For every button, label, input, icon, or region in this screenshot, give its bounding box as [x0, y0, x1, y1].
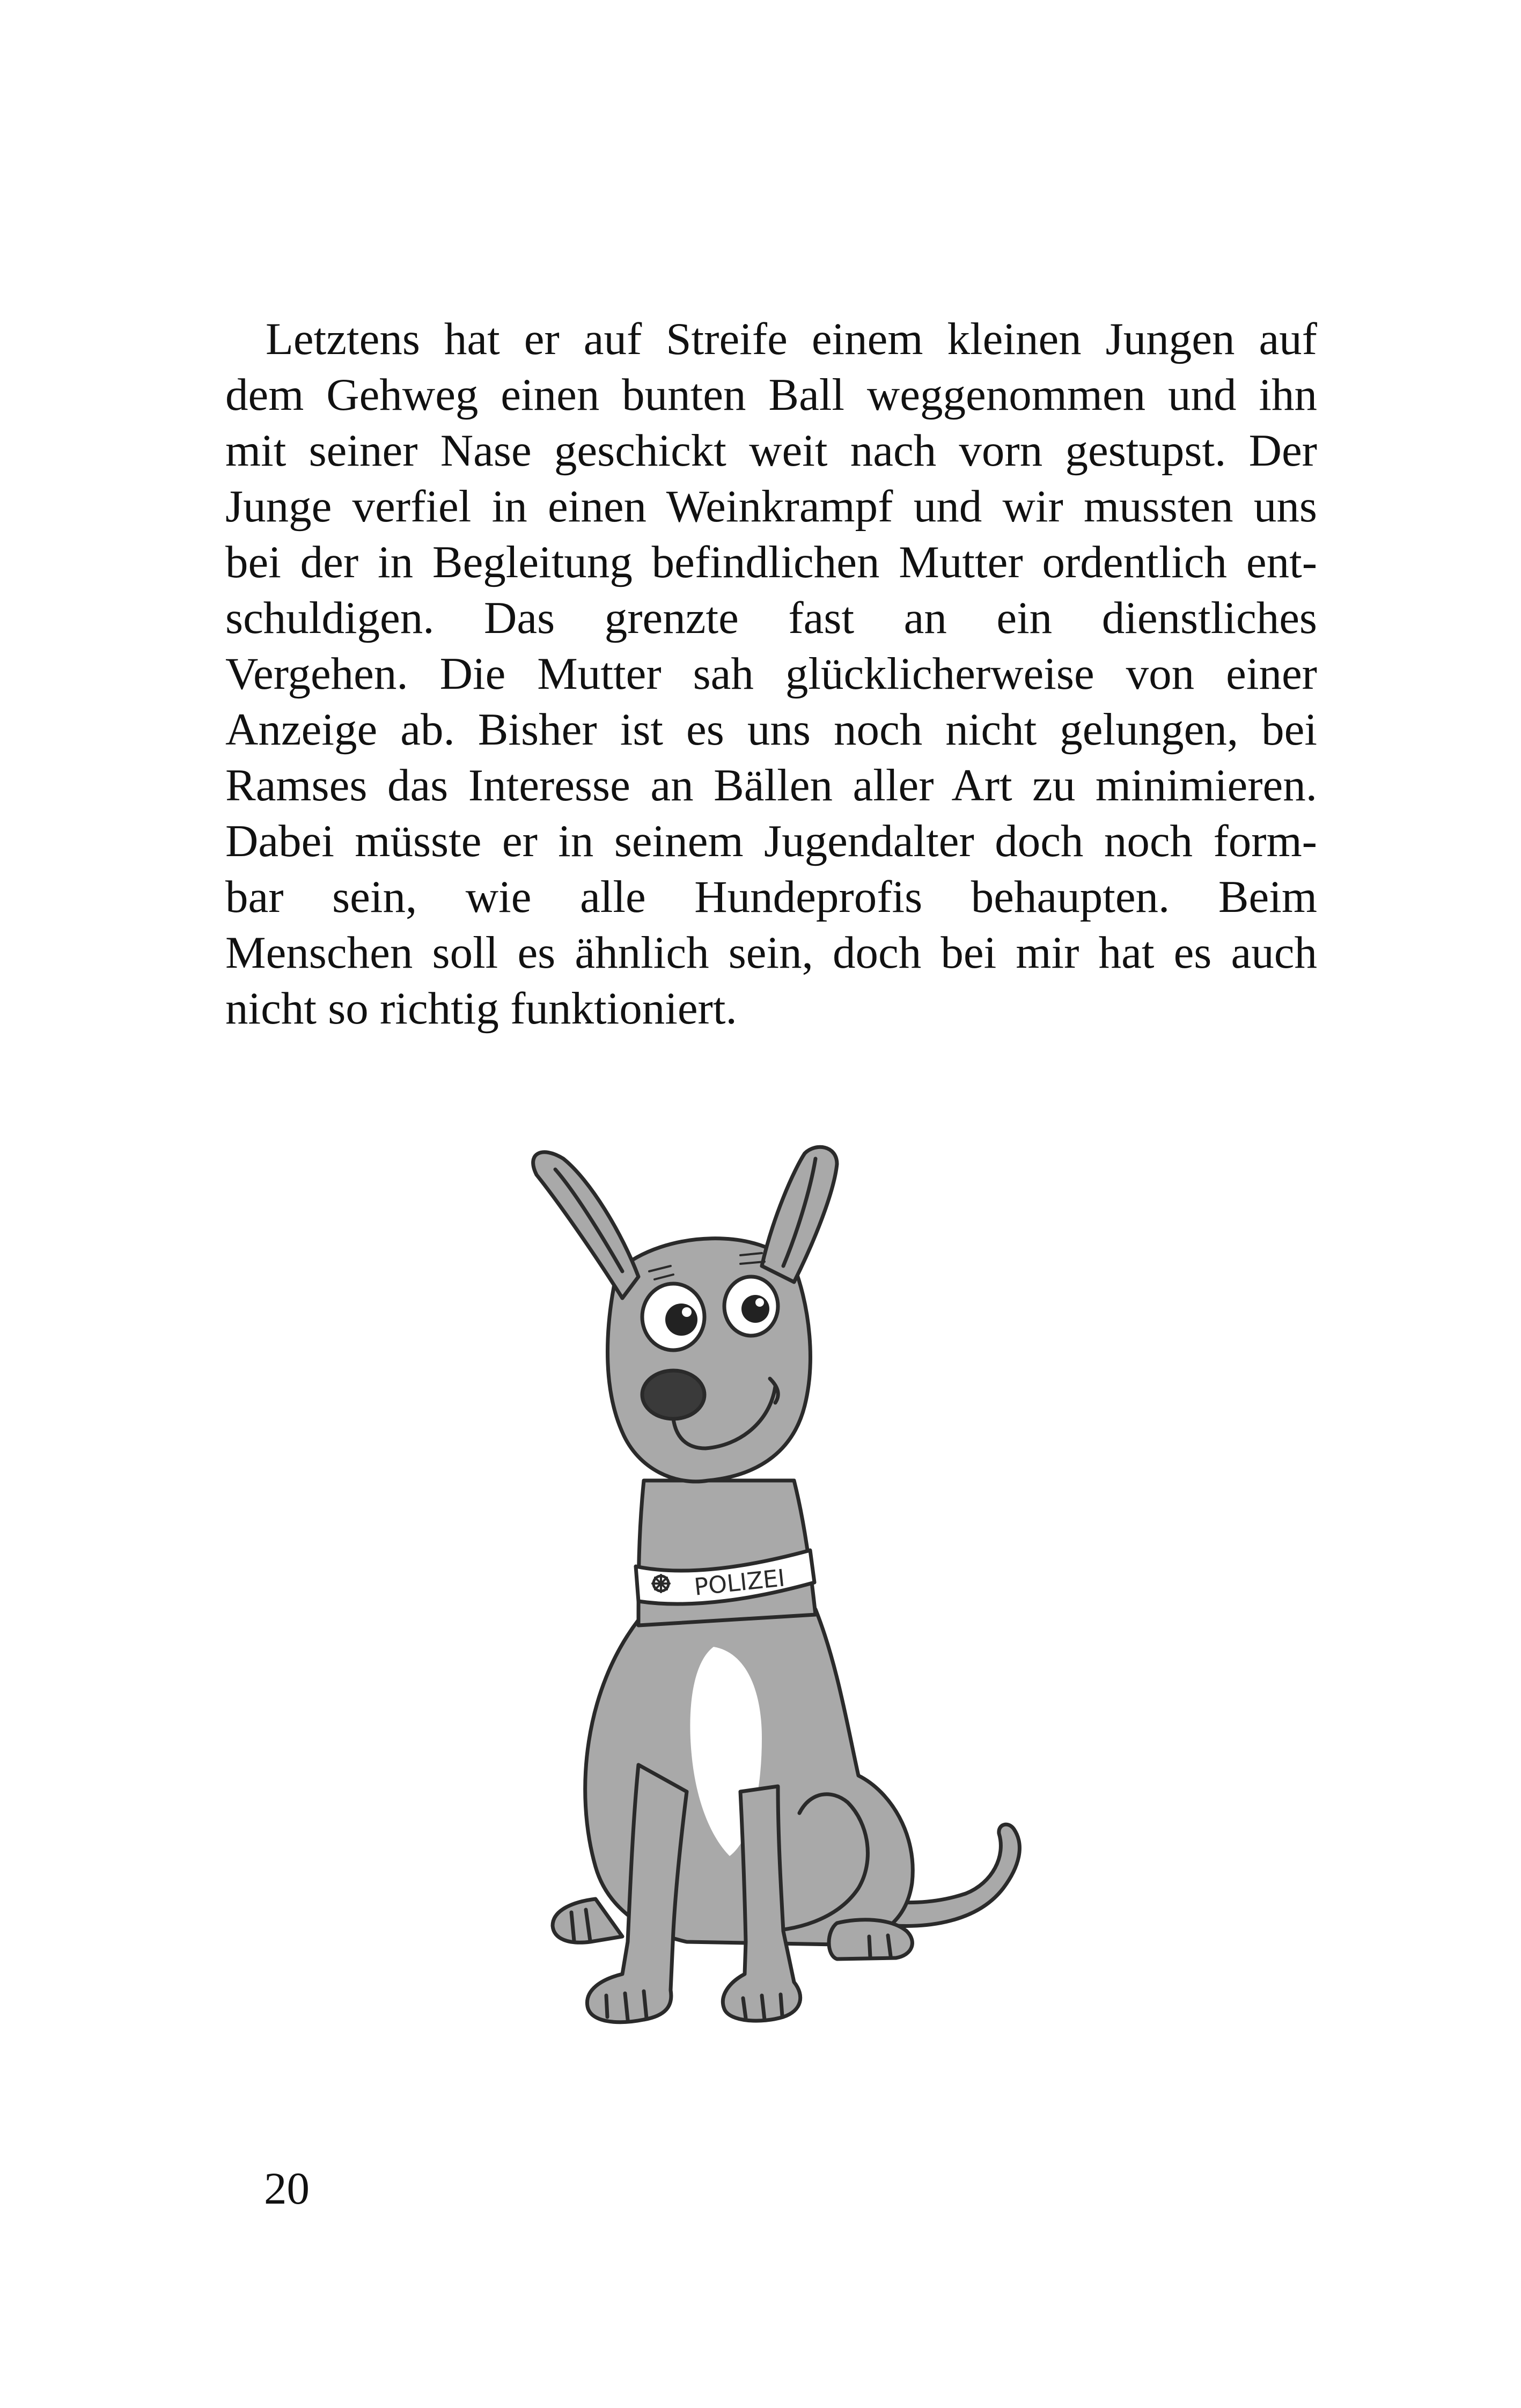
body-paragraph [225, 311, 1317, 1036]
text-line: Junge verfiel in einen Weinkrampf und wir mussten uns [225, 481, 1317, 532]
text-line: Anzeige ab. Bisher ist es uns noch nicht gelungen, bei [225, 704, 1317, 755]
text-line: Vergehen. Die Mutter sah glücklicherweise von einer [225, 649, 1317, 699]
text-line: Ramses das Interesse an Bällen aller Art zu minimieren. [225, 760, 1317, 811]
collar-star-icon [652, 1575, 670, 1592]
dog-nose [642, 1371, 704, 1419]
dog-ear-right [762, 1147, 837, 1282]
text-line: Dabei müsste er in seinem Jugendalter doch noch form- [225, 816, 1317, 866]
text-line: schuldigen. Das grenzte fast an ein dienstliches [225, 593, 1317, 643]
text-line: bei der in Begleitung befindlichen Mutter ordentlich ent- [225, 537, 1317, 587]
text-line: bar sein, wie alle Hundeprofis behaupten. Beim [225, 872, 1317, 922]
dog-eye-right [724, 1277, 778, 1336]
dog-icon [461, 1094, 1105, 2060]
page-number: 20 [264, 2163, 310, 2214]
collar-label: POLIZEI [693, 1564, 787, 1601]
dog-eye-left [642, 1284, 704, 1350]
text-line: mit seiner Nase geschickt weit nach vorn gestupst. Der [225, 425, 1317, 476]
text-line: Menschen soll es ähnlich sein, doch bei mir hat es auch [225, 927, 1317, 978]
text-line-last: nicht so richtig funktioniert. [225, 983, 737, 1034]
text-line: dem Gehweg einen bunten Ball weggenommen und ihn [225, 370, 1317, 420]
dog-ear-left [533, 1152, 638, 1298]
text-line: Letztens hat er auf Streife einem kleinen Jungen auf [266, 314, 1317, 364]
